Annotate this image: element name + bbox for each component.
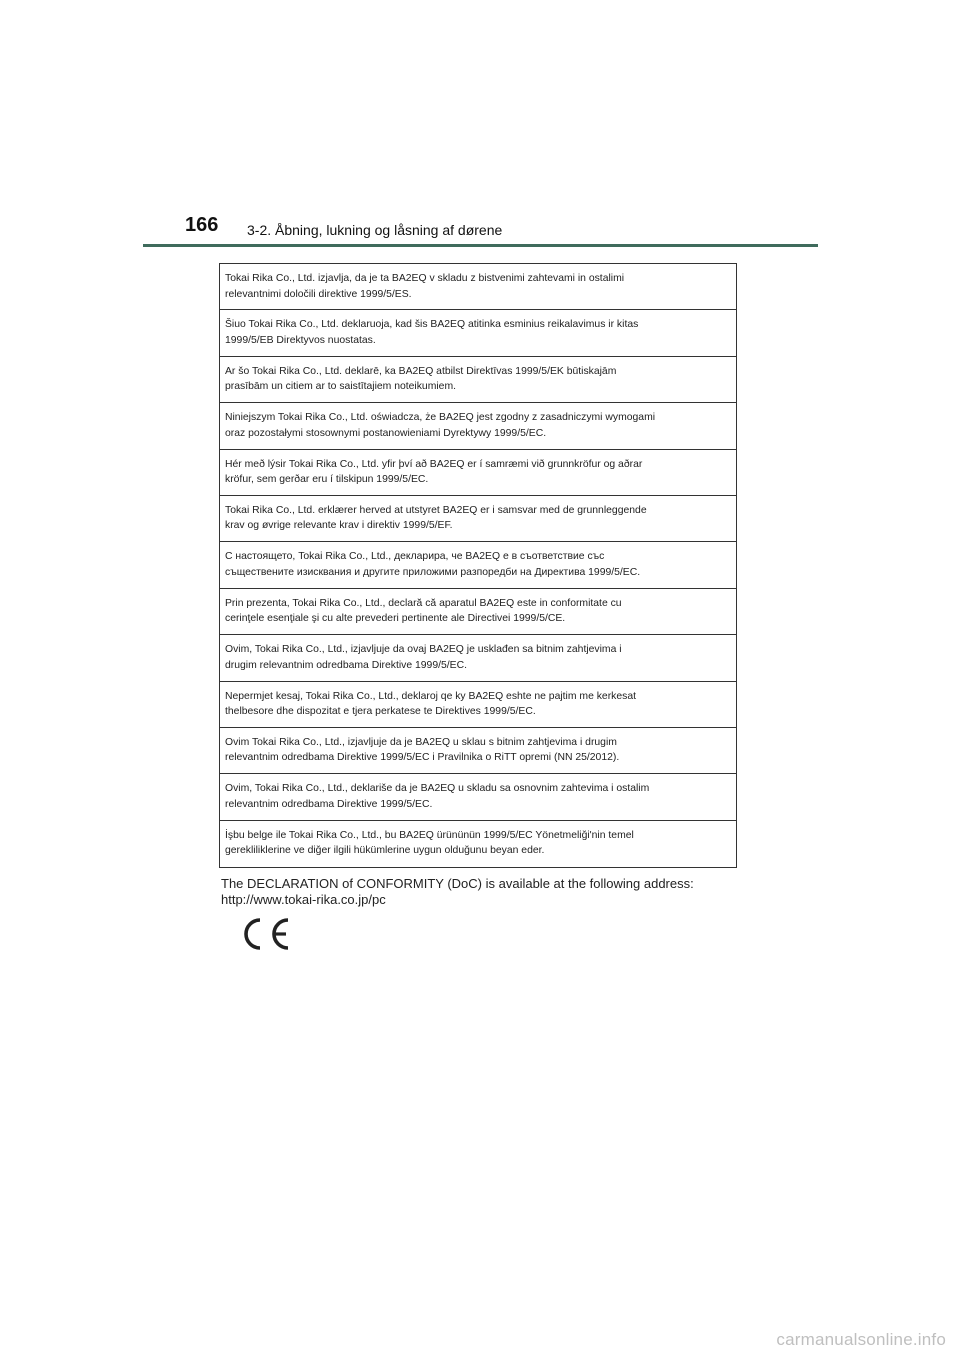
declaration-line: relevantnimi določili direktive 1999/5/ES. xyxy=(225,288,412,300)
declaration-line: gerekliliklerine ve diğer ilgili hükümlerine uygun olduğunu beyan eder. xyxy=(225,845,545,857)
declaration-line: oraz pozostałymi stosownymi postanowieniami Dyrektywy 1999/5/EC. xyxy=(225,427,547,439)
declaration-line: cerinţele esenţiale şi cu alte prevederi pertinente ale Directivei 1999/5/CE. xyxy=(225,613,566,625)
declaration-line: kröfur, sem gerðar eru í tilskipun 1999/5/EC. xyxy=(225,474,429,486)
declaration-line: Ovim Tokai Rika Co., Ltd., izjavljuje da je BA2EQ u sklau s bitnim zahtjevima i drugim xyxy=(225,736,617,748)
declaration-line: Šiuo Tokai Rika Co., Ltd. deklaruoja, kad šis BA2EQ atitinka esminius reikalavimus ir kitas xyxy=(225,319,639,331)
declaration-line: Hér með lýsir Tokai Rika Co., Ltd. yfir því að BA2EQ er í samræmi við grunnkröfur og aðrar xyxy=(225,458,643,470)
declaration-albanian xyxy=(220,682,736,728)
declaration-romanian xyxy=(220,589,736,635)
header-divider xyxy=(143,244,818,247)
declaration-line: İşbu belge ile Tokai Rika Co., Ltd., bu BA2EQ ürününün 1999/5/EC Yönetmeliği'nin temel xyxy=(225,829,634,841)
doc-availability-text: The DECLARATION of CONFORMITY (DoC) is available at the following address: xyxy=(221,876,694,891)
declaration-line: drugim relevantnim odredbama Direktive 1999/5/EC. xyxy=(225,659,467,671)
declaration-croatian xyxy=(220,728,736,774)
declaration-norwegian xyxy=(220,496,736,542)
declaration-line: relevantnim odredbama Direktive 1999/5/EC. xyxy=(225,798,433,810)
declaration-line: Ar šo Tokai Rika Co., Ltd. deklarē, ka BA2EQ atbilst Direktīvas 1999/5/EK būtiskajām xyxy=(225,365,617,377)
ce-mark-icon xyxy=(236,914,292,954)
doc-availability-note xyxy=(221,876,694,908)
declaration-line: Prin prezenta, Tokai Rika Co., Ltd., declară că aparatul BA2EQ este in conformitate cu xyxy=(225,597,622,609)
declaration-latvian xyxy=(220,357,736,403)
declaration-line: Ovim, Tokai Rika Co., Ltd., izjavljuje da ovaj BA2EQ je usklađen sa bitnim zahtjevima i xyxy=(225,644,622,656)
declaration-line: С настоящето, Tokai Rika Co., Ltd., декларира, че BA2EQ е в съответствие със xyxy=(225,551,605,563)
declaration-bosnian xyxy=(220,635,736,681)
declaration-line: Nepermjet kesaj, Tokai Rika Co., Ltd., deklaroj qe ky BA2EQ eshte ne pajtim me kerkesat xyxy=(225,690,637,702)
declaration-line: 1999/5/EB Direktyvos nuostatas. xyxy=(225,334,376,346)
declaration-polish xyxy=(220,403,736,449)
declaration-lithuanian xyxy=(220,310,736,356)
declaration-bulgarian xyxy=(220,542,736,588)
declaration-line: Tokai Rika Co., Ltd. erklærer herved at utstyret BA2EQ er i samsvar med de grunnleggende xyxy=(225,504,647,516)
declaration-line: Niniejszym Tokai Rika Co., Ltd. oświadcza, że BA2EQ jest zgodny z zasadniczymi wymogami xyxy=(225,412,656,424)
declaration-slovenian xyxy=(220,264,736,310)
declaration-line: съществените изисквания и другите приложими разпоредби на Директива 1999/5/ЕС. xyxy=(225,566,641,578)
site-watermark: carmanualsonline.info xyxy=(776,1330,946,1349)
section-title: 3-2. Åbning, lukning og låsning af dørene xyxy=(247,222,503,238)
declaration-line: thelbesore dhe dispozitat e tjera perkatese te Direktives 1999/5/EC. xyxy=(225,706,536,718)
declaration-line: krav og øvrige relevante krav i direktiv 1999/5/EF. xyxy=(225,520,453,532)
declaration-line: Ovim, Tokai Rika Co., Ltd., deklariše da je BA2EQ u skladu sa osnovnim zahtevima i ostalim xyxy=(225,783,650,795)
declaration-icelandic xyxy=(220,450,736,496)
declaration-line: Tokai Rika Co., Ltd. izjavlja, da je ta BA2EQ v skladu z bistvenimi zahtevami in ostalimi xyxy=(225,273,625,284)
declaration-line: prasībām un citiem ar to saistītajiem noteikumiem. xyxy=(225,381,456,393)
declaration-table xyxy=(219,263,737,868)
declaration-turkish xyxy=(220,821,736,867)
declaration-line: relevantnim odredbama Direktive 1999/5/EC i Pravilnika o RiTT opremi (NN 25/2012). xyxy=(225,752,620,764)
page-number: 166 xyxy=(185,214,219,236)
doc-url[interactable]: http://www.tokai-rika.co.jp/pc xyxy=(221,892,386,907)
declaration-serbian xyxy=(220,774,736,820)
